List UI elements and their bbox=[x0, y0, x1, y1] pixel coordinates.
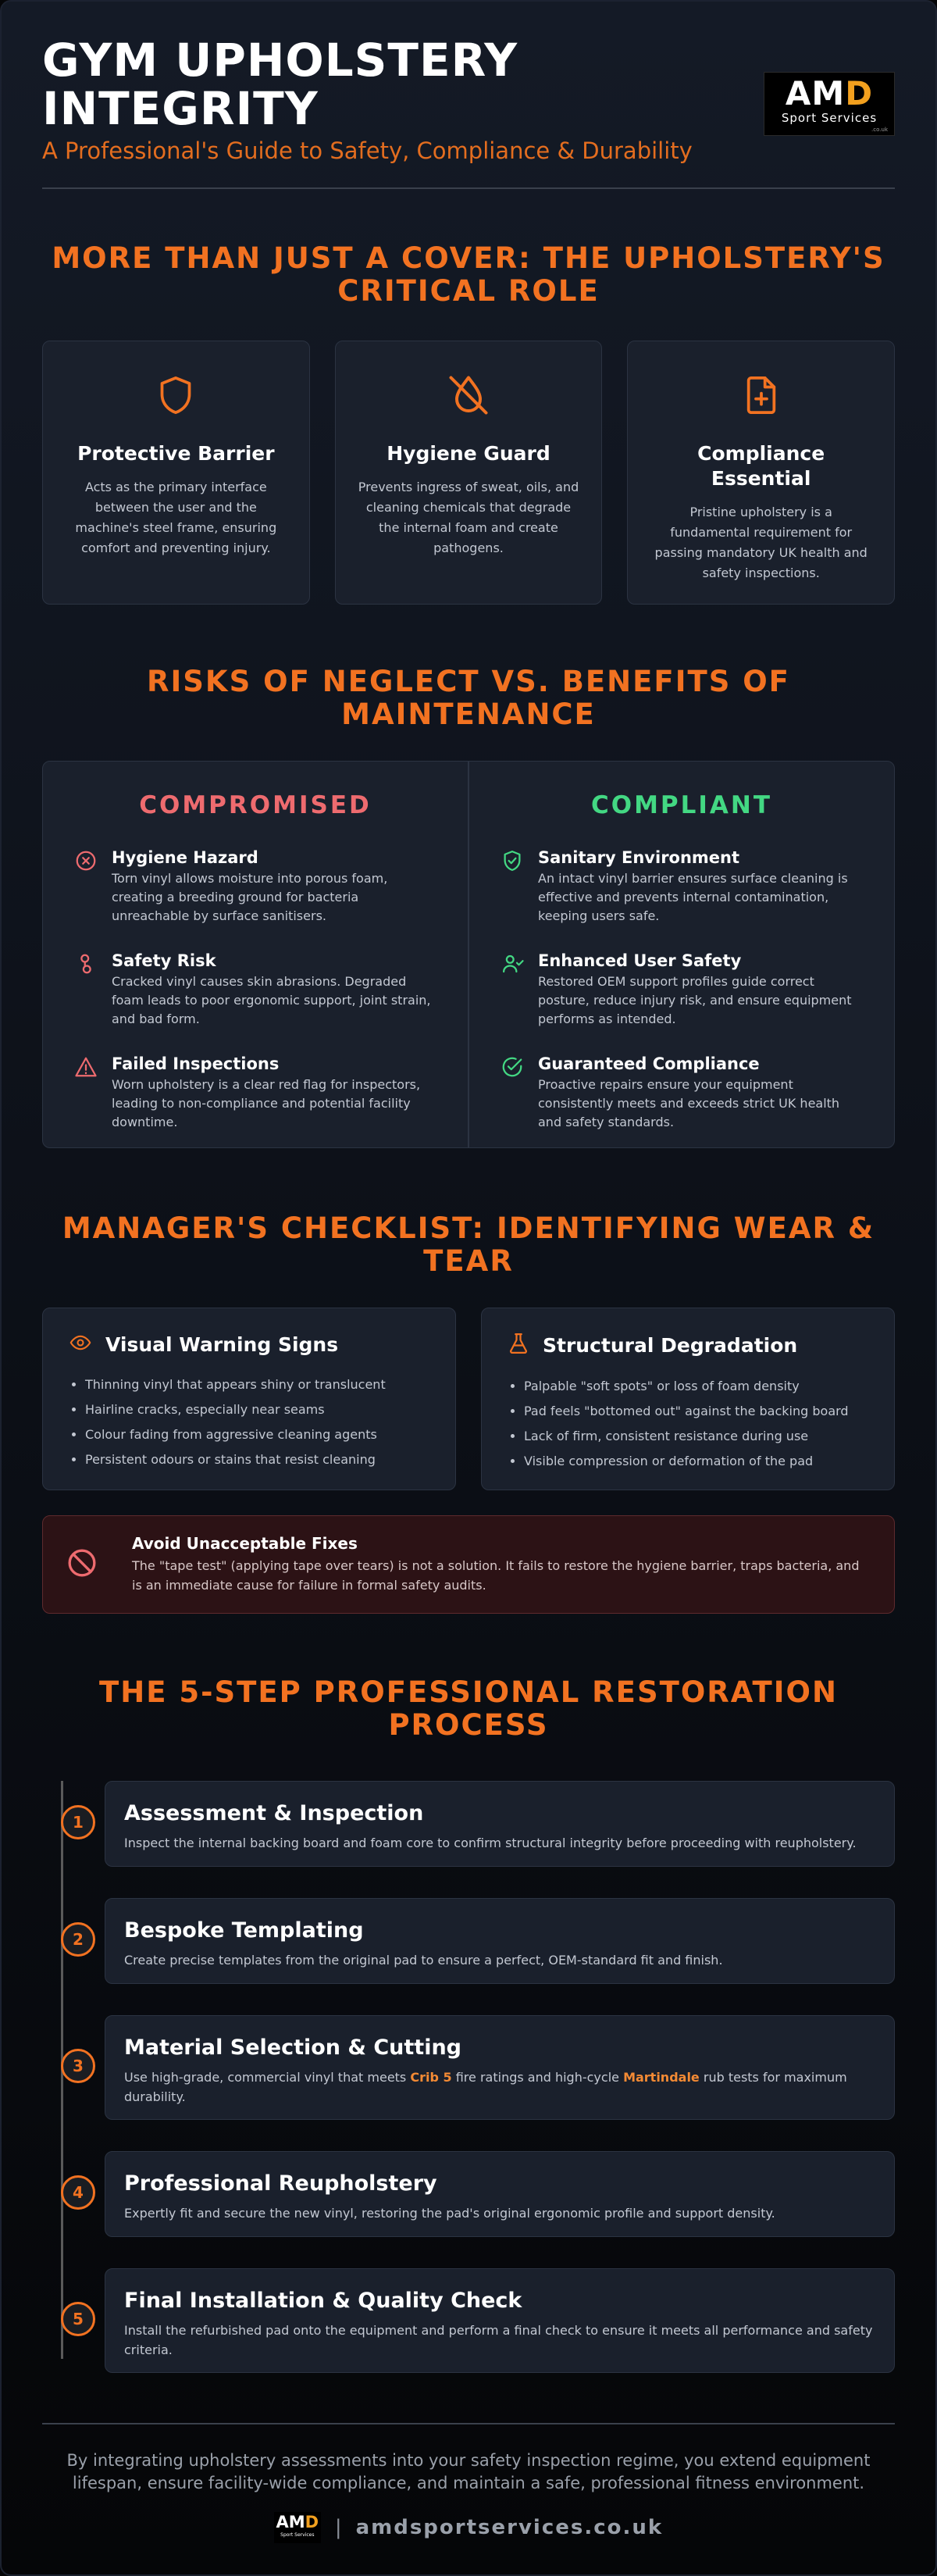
risk-item bbox=[74, 1054, 436, 1132]
crib5-highlight: Crib 5 bbox=[410, 2070, 452, 2085]
x-circle-icon bbox=[74, 847, 112, 926]
warning-callout bbox=[42, 1515, 895, 1614]
process-step bbox=[73, 2268, 895, 2373]
logo-am: AM bbox=[785, 74, 846, 112]
role-card bbox=[42, 341, 310, 605]
list-item: • Visible compression or deformation of the pad bbox=[524, 1449, 869, 1474]
martindale-highlight: Martindale bbox=[623, 2070, 700, 2085]
amd-logo bbox=[764, 72, 895, 136]
compliant-column bbox=[468, 762, 894, 1147]
logo-wordmark bbox=[764, 73, 894, 112]
list-item: • Thinning vinyl that appears shiny or translucent bbox=[85, 1372, 430, 1397]
footer-logo bbox=[274, 2512, 321, 2543]
step-title: Final Installation & Quality Check bbox=[124, 2289, 522, 2313]
step-number: 1 bbox=[61, 1805, 95, 1839]
footer-logo-d: D bbox=[305, 2513, 319, 2531]
role-card-text: Pristine upholstery is a fundamental requirement for passing mandatory UK health and safety inspections. bbox=[654, 505, 868, 580]
benefit-item-text: Proactive repairs ensure your equipment consistently meets and exceeds strict UK health and safety standards. bbox=[538, 1077, 840, 1129]
step-text-part: fire ratings and high-cycle bbox=[451, 2070, 624, 2085]
page-title bbox=[42, 36, 693, 133]
benefit-item-title: Sanitary Environment bbox=[538, 848, 740, 867]
checklist-cards bbox=[42, 1308, 895, 1490]
risk-item-title: Failed Inspections bbox=[112, 1054, 280, 1073]
structural-list bbox=[507, 1374, 869, 1474]
structural-title: Structural Degradation bbox=[543, 1333, 798, 1357]
footer-divider bbox=[42, 2423, 895, 2424]
step-text: Inspect the internal backing board and foam core to confirm structural integrity before proceeding with reupholstery. bbox=[124, 1836, 857, 1850]
risk-item-text: Cracked vinyl causes skin abrasions. Degraded foam leads to poor ergonomic support, joint strain, and bad form. bbox=[112, 974, 431, 1026]
footer-logo-tagline: Sport Services bbox=[280, 2532, 315, 2538]
step-title: Assessment & Inspection bbox=[124, 1801, 424, 1825]
role-card-title: Hygiene Guard bbox=[387, 442, 550, 465]
user-check-icon bbox=[501, 951, 538, 1029]
step-title: Material Selection & Cutting bbox=[124, 2035, 462, 2060]
process-steps bbox=[42, 1781, 895, 2373]
prohibited-icon bbox=[66, 1547, 132, 1582]
flask-icon bbox=[507, 1332, 530, 1358]
no-droplet-icon bbox=[358, 371, 580, 423]
list-item: • Hairline cracks, especially near seams bbox=[85, 1397, 430, 1422]
benefit-item bbox=[501, 951, 863, 1029]
header-divider bbox=[42, 187, 895, 189]
title-line-1: GYM UPHOLSTERY bbox=[42, 34, 518, 87]
shield-icon bbox=[65, 371, 287, 423]
title-line-2: INTEGRITY bbox=[42, 82, 319, 135]
process-step bbox=[73, 2015, 895, 2120]
risks-section-title: RISKS OF NEGLECT VS. BENEFITS OF MAINTENANCE bbox=[147, 665, 790, 731]
document-plus-icon bbox=[650, 371, 872, 423]
benefit-item-title: Guaranteed Compliance bbox=[538, 1054, 760, 1073]
risk-item-title: Hygiene Hazard bbox=[112, 848, 258, 867]
logo-tagline: Sport Services bbox=[781, 111, 878, 125]
step-text bbox=[124, 2068, 875, 2107]
benefit-item-text: An intact vinyl barrier ensures surface cleaning is effective and prevents internal contamination, keeping users safe. bbox=[538, 871, 848, 923]
role-card-text: Acts as the primary interface between the user and the machine's steel frame, ensuring comfort and preventing injury. bbox=[75, 480, 277, 555]
benefit-item-title: Enhanced User Safety bbox=[538, 951, 742, 970]
header bbox=[42, 36, 895, 164]
step-text-part: Use high-grade, commercial vinyl that meets bbox=[124, 2070, 411, 2085]
step-number: 4 bbox=[61, 2175, 95, 2210]
structural-card bbox=[481, 1308, 895, 1490]
logo-d: D bbox=[845, 74, 874, 112]
role-section-title: MORE THAN JUST A COVER: THE UPHOLSTERY'S CRITICAL ROLE bbox=[52, 241, 885, 308]
footer-separator: | bbox=[334, 2516, 342, 2539]
list-item: • Pad feels "bottomed out" against the backing board bbox=[524, 1399, 869, 1424]
footer-text: By integrating upholstery assessments into your safety inspection regime, you extend equipment lifespan, ensure facility-wide compliance, and maintain a safe, professional fitness environment. bbox=[66, 2451, 871, 2492]
risks-comparison bbox=[42, 761, 895, 1148]
title-block bbox=[42, 36, 693, 164]
eye-icon bbox=[68, 1332, 93, 1357]
step-text: Expertly fit and secure the new vinyl, restoring the pad's original ergonomic profile and support density. bbox=[124, 2206, 775, 2221]
checklist-section-title: MANAGER'S CHECKLIST: IDENTIFYING WEAR & TEAR bbox=[62, 1211, 875, 1278]
benefit-item bbox=[501, 847, 863, 926]
process-section-title: THE 5-STEP PROFESSIONAL RESTORATION PROCESS bbox=[99, 1675, 838, 1742]
risk-item-title: Safety Risk bbox=[112, 951, 216, 970]
footer-brand bbox=[42, 2512, 895, 2543]
benefit-item-text: Restored OEM support profiles guide correct posture, reduce injury risk, and ensure equipment performs as intended. bbox=[538, 974, 852, 1026]
footer-logo-am: AM bbox=[276, 2513, 305, 2531]
bandage-icon bbox=[74, 951, 112, 1029]
role-cards bbox=[42, 341, 895, 605]
compliant-heading: COMPLIANT bbox=[590, 791, 773, 819]
check-circle-icon bbox=[501, 1054, 538, 1132]
list-item: • Palpable "soft spots" or loss of foam density bbox=[524, 1374, 869, 1399]
visual-signs-list bbox=[68, 1372, 430, 1472]
process-step bbox=[73, 1781, 895, 1867]
role-card-text: Prevents ingress of sweat, oils, and cleaning chemicals that degrade the internal foam and create pathogens. bbox=[358, 480, 579, 555]
compromised-heading: COMPROMISED bbox=[139, 791, 372, 819]
page-subtitle: A Professional's Guide to Safety, Compliance & Durability bbox=[42, 137, 693, 164]
process-step bbox=[73, 2151, 895, 2237]
role-card-title: Compliance Essential bbox=[697, 442, 825, 490]
warning-text: The "tape test" (applying tape over tears) is not a solution. It fails to restore the hygiene barrier, traps bacteria, and is an immediate cause for failure in formal safety audits. bbox=[132, 1558, 860, 1593]
risk-item-text: Worn upholstery is a clear red flag for inspectors, leading to non-compliance and potential facility downtime. bbox=[112, 1077, 421, 1129]
step-number: 5 bbox=[61, 2302, 95, 2336]
list-item: • Colour fading from aggressive cleaning agents bbox=[85, 1422, 430, 1447]
list-item: • Persistent odours or stains that resist cleaning bbox=[85, 1447, 430, 1472]
role-card bbox=[627, 341, 895, 605]
role-card-title: Protective Barrier bbox=[77, 442, 275, 465]
step-text: Install the refurbished pad onto the equipment and perform a final check to ensure it meets all performance and safety criteria. bbox=[124, 2323, 873, 2357]
step-text: Create precise templates from the original pad to ensure a perfect, OEM-standard fit and finish. bbox=[124, 1953, 723, 1968]
shield-check-icon bbox=[501, 847, 538, 926]
logo-domain: .co.uk bbox=[871, 127, 888, 133]
list-item: • Lack of firm, consistent resistance during use bbox=[524, 1424, 869, 1449]
step-text-part: rub tests for maximum durability. bbox=[124, 2070, 847, 2104]
risk-item bbox=[74, 951, 436, 1029]
visual-signs-card bbox=[42, 1308, 456, 1490]
warning-triangle-icon bbox=[74, 1054, 112, 1132]
step-number: 2 bbox=[61, 1922, 95, 1957]
step-title: Professional Reupholstery bbox=[124, 2171, 437, 2196]
role-card bbox=[335, 341, 603, 605]
process-step bbox=[73, 1898, 895, 1984]
step-title: Bespoke Templating bbox=[124, 1918, 364, 1943]
visual-signs-title: Visual Warning Signs bbox=[105, 1333, 339, 1356]
warning-title: Avoid Unacceptable Fixes bbox=[132, 1534, 358, 1553]
risk-item bbox=[74, 847, 436, 926]
footer-logo-wordmark bbox=[274, 2512, 321, 2532]
benefit-item bbox=[501, 1054, 863, 1132]
compromised-column bbox=[43, 762, 468, 1147]
step-number: 3 bbox=[61, 2049, 95, 2083]
risk-item-text: Torn vinyl allows moisture into porous foam, creating a breeding ground for bacteria unreachable by surface sanitisers. bbox=[112, 871, 388, 923]
website-link[interactable]: amdsportservices.co.uk bbox=[355, 2516, 664, 2539]
